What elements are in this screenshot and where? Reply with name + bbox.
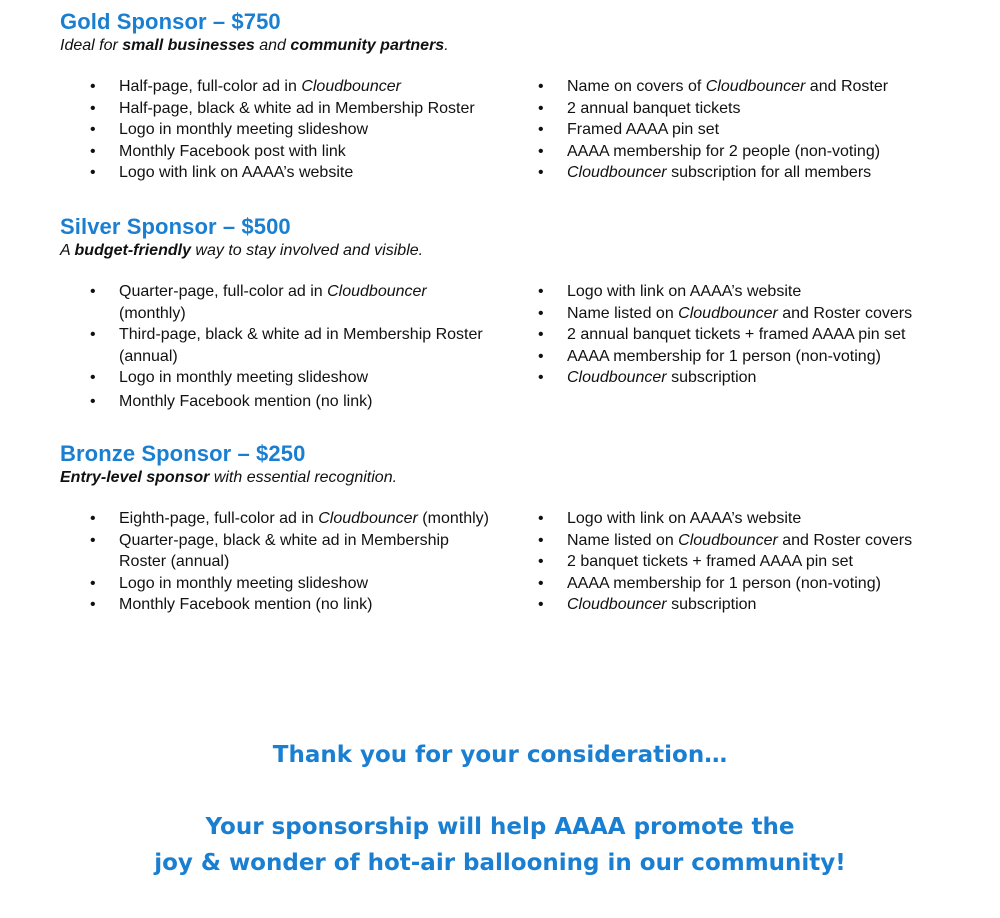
- bronze-benefits-left: [90, 508, 500, 616]
- benefit-item: • Cloudbouncer subscription: [538, 367, 938, 389]
- benefit-item: • 2 banquet tickets + framed AAAA pin set: [538, 551, 938, 573]
- silver-benefits-right: [538, 281, 938, 389]
- closing-thanks: Thank you for your consideration…: [272, 742, 728, 768]
- silver-benefits-left: [90, 281, 490, 412]
- tagline-text: with essential recognition.: [209, 469, 398, 486]
- bronze-sponsor-section: [60, 440, 960, 613]
- benefit-item: • Logo with link on AAAA’s website: [538, 508, 938, 530]
- benefit-item: • Half-page, black & white ad in Membership Roster: [90, 98, 510, 120]
- gold-benefits-right: [538, 76, 938, 184]
- closing-message-line-2: joy & wonder of hot-air ballooning in our community!: [154, 850, 846, 876]
- benefit-item: • Eighth-page, full-color ad in Cloudbouncer (monthly): [90, 508, 500, 530]
- benefit-item: • Cloudbouncer subscription: [538, 594, 938, 616]
- benefit-item: • Logo in monthly meeting slideshow: [90, 119, 510, 141]
- benefit-item: • AAAA membership for 1 person (non-voting): [538, 346, 938, 368]
- bronze-sponsor-title: Bronze Sponsor – $250: [60, 441, 306, 466]
- gold-sponsor-title: Gold Sponsor – $750: [60, 9, 281, 34]
- tagline-text: A: [60, 242, 75, 259]
- benefit-item: • Name listed on Cloudbouncer and Roster covers: [538, 303, 938, 325]
- benefit-item: • Logo in monthly meeting slideshow: [90, 573, 500, 595]
- silver-sponsor-tagline: [60, 241, 960, 261]
- benefit-item: • Logo with link on AAAA’s website: [538, 281, 938, 303]
- bronze-benefits-right: [538, 508, 938, 616]
- gold-sponsor-section: [60, 8, 960, 181]
- benefit-item: • Half-page, full-color ad in Cloudbouncer: [90, 76, 510, 98]
- benefit-item: • Monthly Facebook post with link: [90, 141, 510, 163]
- benefit-item: • 2 annual banquet tickets + framed AAAA pin set: [538, 324, 938, 346]
- tagline-text: way to stay involved and visible.: [190, 242, 424, 259]
- silver-sponsor-section: [60, 213, 960, 410]
- benefit-item: • AAAA membership for 1 person (non-voting): [538, 573, 938, 595]
- tagline-bold: budget-friendly: [74, 242, 191, 259]
- benefit-item: • Name on covers of Cloudbouncer and Roster: [538, 76, 938, 98]
- benefit-item: • Third-page, black & white ad in Membership Roster (annual): [90, 324, 490, 367]
- benefit-item: • Quarter-page, black & white ad in Membership Roster (annual): [90, 530, 500, 573]
- benefit-item: • Logo with link on AAAA’s website: [90, 162, 510, 184]
- bronze-sponsor-tagline: [60, 468, 960, 488]
- benefit-item: • Name listed on Cloudbouncer and Roster covers: [538, 530, 938, 552]
- benefit-item: • Framed AAAA pin set: [538, 119, 938, 141]
- tagline-text: and: [254, 37, 291, 54]
- tagline-bold: Entry-level sponsor: [60, 469, 210, 486]
- gold-benefits-left: [90, 76, 510, 184]
- tagline-bold: community partners: [290, 37, 445, 54]
- tagline-bold: small businesses: [122, 37, 255, 54]
- benefit-item: • 2 annual banquet tickets: [538, 98, 938, 120]
- benefit-item: • Cloudbouncer subscription for all members: [538, 162, 938, 184]
- closing-message-line-1: Your sponsorship will help AAAA promote the: [205, 814, 795, 840]
- benefit-item: • AAAA membership for 2 people (non-voting): [538, 141, 938, 163]
- tagline-text: Ideal for: [60, 37, 123, 54]
- benefit-item: • Monthly Facebook mention (no link): [90, 391, 490, 413]
- tagline-text: .: [444, 37, 449, 54]
- gold-sponsor-tagline: [60, 36, 960, 56]
- benefit-item: • Monthly Facebook mention (no link): [90, 594, 500, 616]
- benefit-item: • Logo in monthly meeting slideshow: [90, 367, 490, 389]
- benefit-item: • Quarter-page, full-color ad in Cloudbouncer (monthly): [90, 281, 490, 324]
- silver-sponsor-title: Silver Sponsor – $500: [60, 214, 291, 239]
